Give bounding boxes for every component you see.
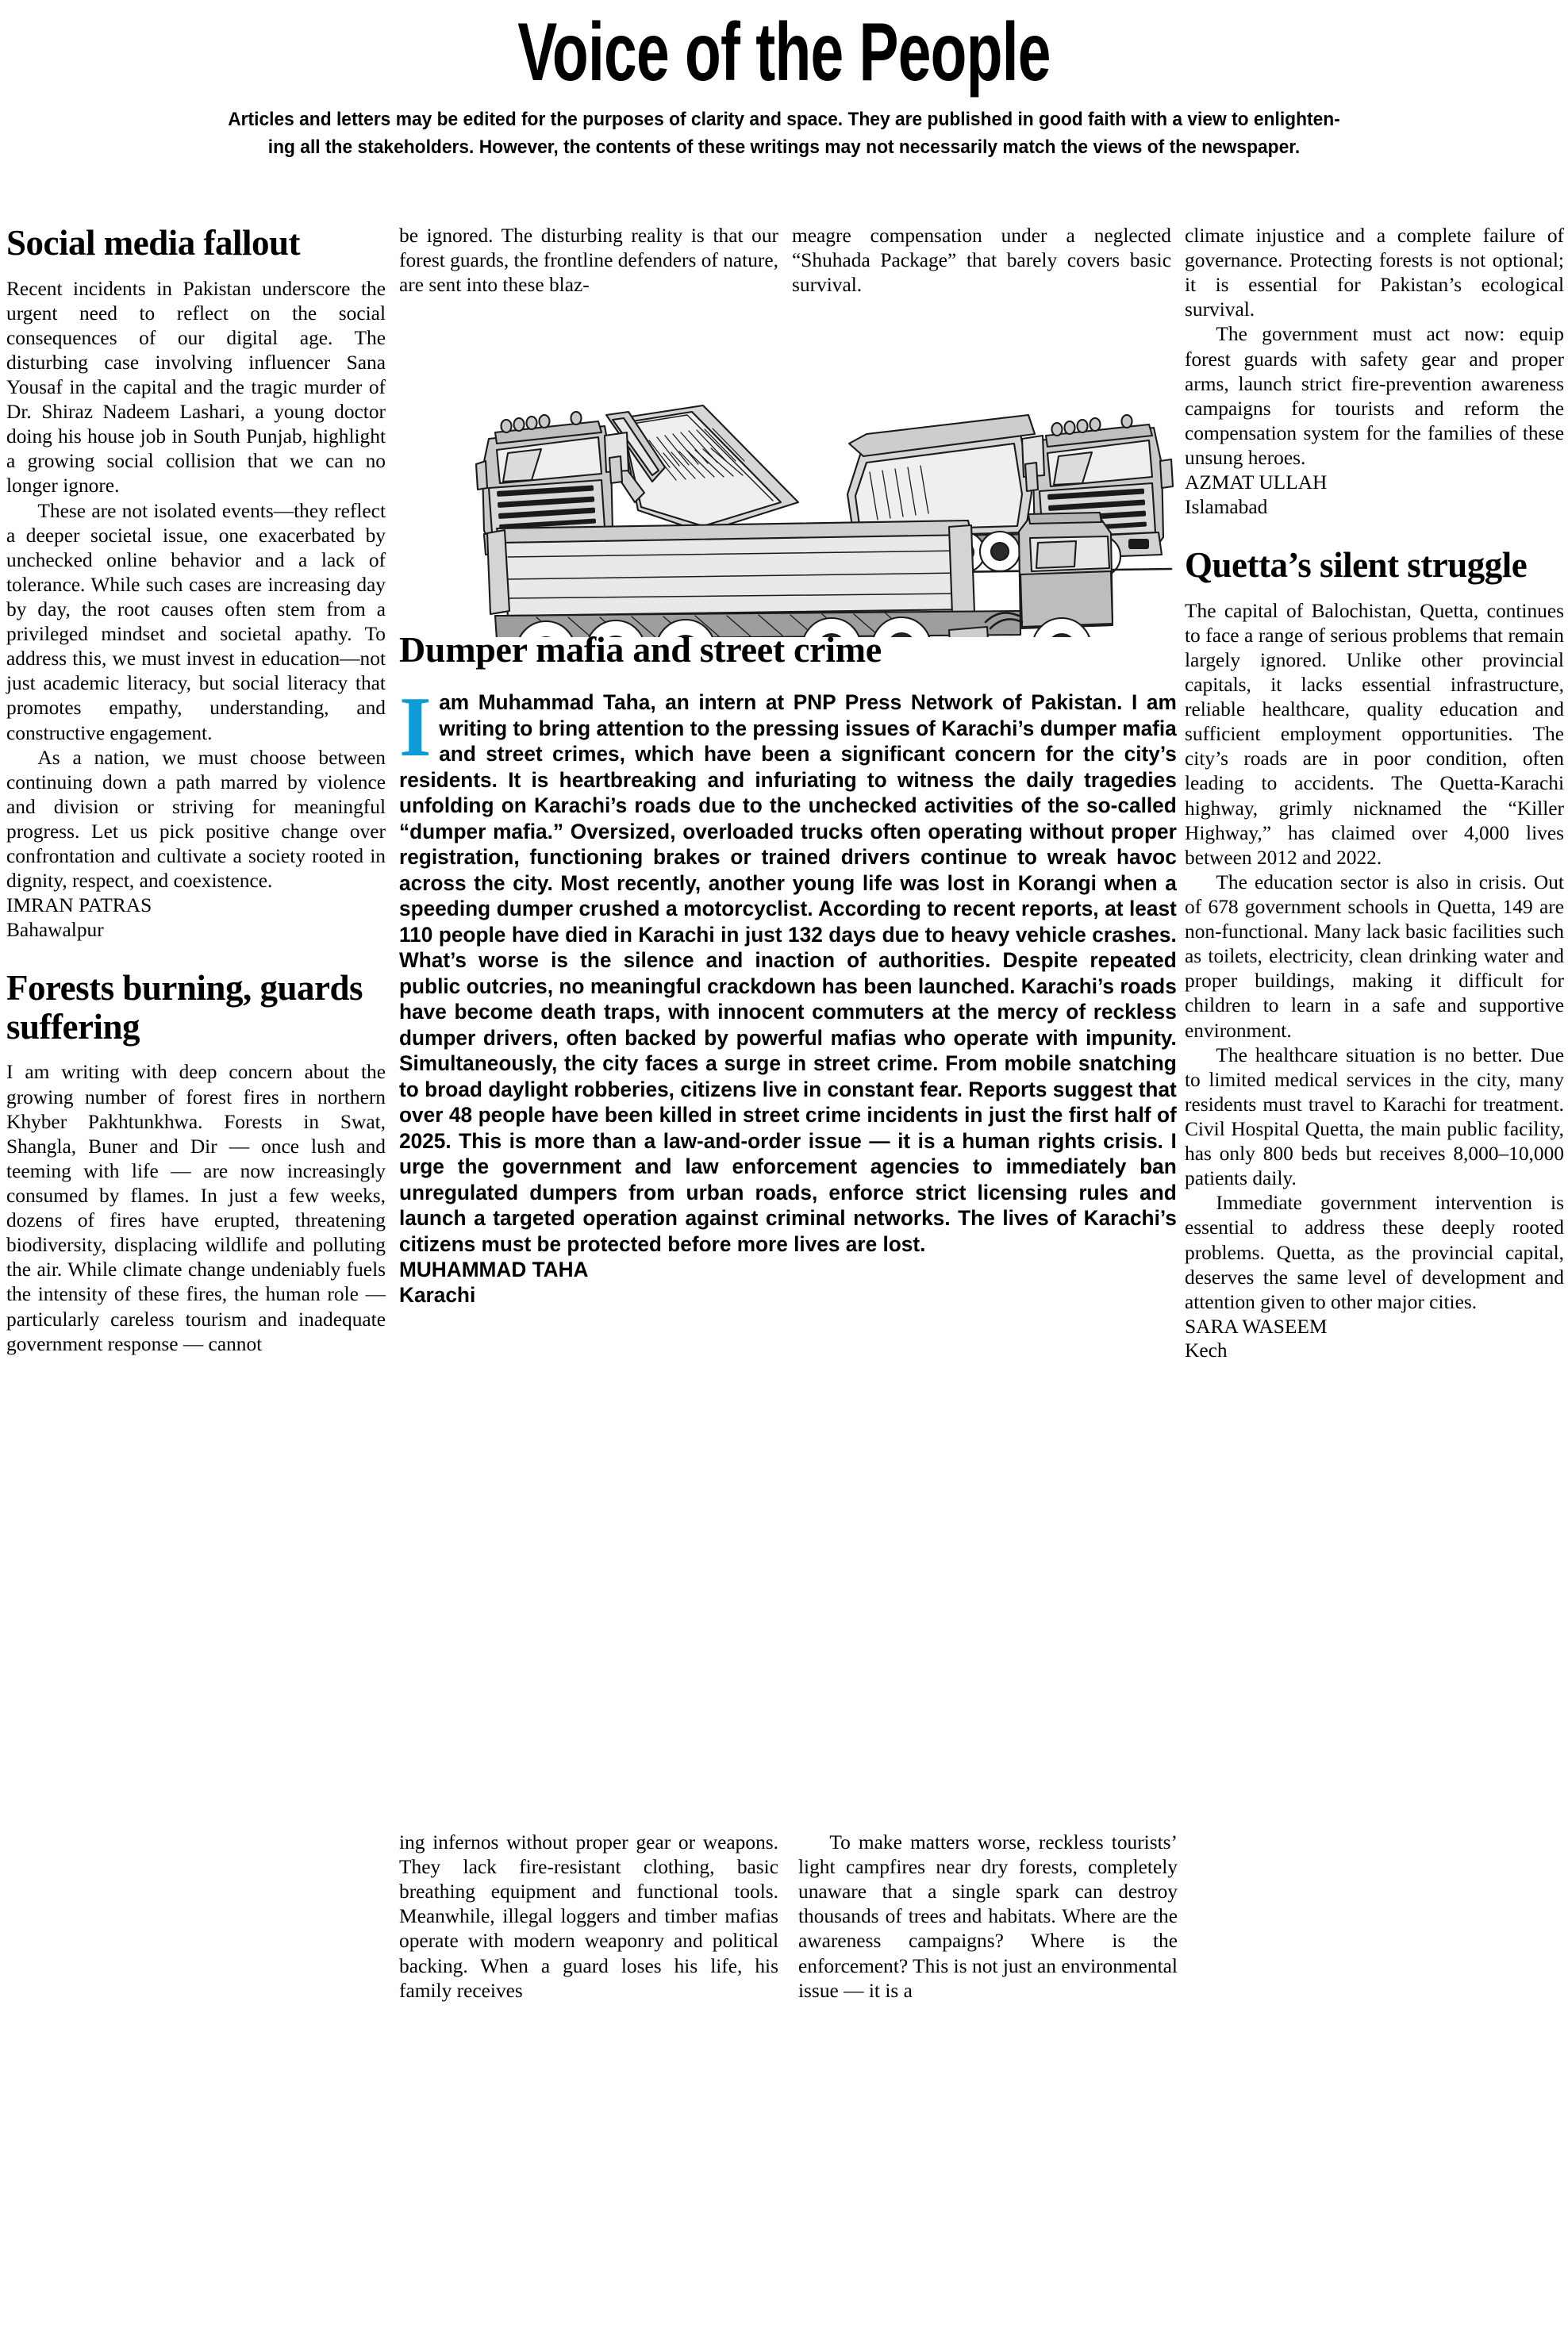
letter-paragraph: The capital of Balochistan, Quetta, continues to face a range of serious problems that remain largely ignored. Unlike other provincial capitals, it lacks essential infrastructure, reliable healthcare, quality education and sufficient employment opportunities. The city’s roads are in poor condition, often leading to accidents. The Quetta-Karachi highway, grimly nicknamed the “Killer Highway,” has claimed over 4,000 lives between 2012 and 2022. — [1185, 599, 1564, 869]
letter-paragraph: The healthcare situation is no better. Due to limited medical services in the city, many residents must travel to Karachi for treatment. Civil Hospital Quetta, the main public facility, has only 800 beds but receives 8,000–10,000 patients daily. — [1185, 1043, 1564, 1190]
masthead-standfirst — [55, 94, 1513, 162]
standfirst-line-2: ing all the stakeholders. However, the contents of these writings may not necessarily match the views of the newspaper. — [267, 136, 1301, 158]
letter-author: IMRAN PATRAS — [6, 894, 152, 917]
feature-body-text: am Muhammad Taha, an intern at PNP Press Network of Pakistan. I am writing to bring attention to the pressing issues of Karachi’s dumper mafia and street crimes, which have been a significant concern for the city’s residents. It is heartbreaking and infuriating to witness the daily tragedies unfolding on Karachi’s roads due to the unchecked activities of the so-called “dumper mafia.” Oversized, overloaded trucks often operating without proper registration, functioning brakes or trained drivers continue to wreak havoc across the city. Most recently, another young life was lost in Korangi when a speeding dumper crushed a motorcyclist. According to recent reports, at least 110 people have died in Karachi in just 132 days due to heavy vehicle crashes. What’s worse is the silence and inaction of authorities. Despite repeated public outcries, no meaningful crackdown has been launched. Karachi’s roads have become death traps, with innocent commuters at the mercy of reckless dumper drivers, often backed by powerful mafias who operate with impunity. Simultaneously, the city faces a surge in street crime. From mobile snatching to broad daylight robberies, citizens live in constant fear. Reports suggest that over 48 people have been killed in street crime incidents in just the first half of 2025. This is more than a law-and-order issue — it is a human rights crisis. I urge the government and law enforcement agencies to immediately ban unregulated dumpers from urban roads, enforce strict licensing rules and launch a targeted operation against criminal networks. The lives of Karachi’s citizens must be protected before more lives are lost. — [399, 690, 1177, 1256]
letter-paragraph: Recent incidents in Pakistan underscore the urgent need to reflect on the social consequences of our digital age. The disturbing case involving influencer Sana Yousaf in the capital and the tragic murder of Dr. Shiraz Nadeem Lashari, a young doctor doing his house job in South Punjab, highlight a growing social collision that we can no longer ignore. — [6, 277, 386, 497]
truck-side-view — [487, 513, 1116, 637]
letter-city: Bahawalpur — [6, 918, 104, 941]
drop-cap: I — [399, 680, 432, 775]
letter-heading-quetta: Quetta’s silent struggle — [1185, 545, 1528, 586]
continuation-columns — [399, 1830, 1178, 2003]
letter-author: AZMAT ULLAH — [1185, 471, 1328, 494]
feature-heading: Dumper mafia and street crime — [399, 629, 882, 670]
dumper-trucks-illustration — [465, 391, 1203, 637]
letter-city: Islamabad — [1185, 495, 1268, 518]
feature-body — [399, 680, 1177, 1257]
letter-paragraph: Immediate government intervention is essential to address these deeply rooted problems. Quetta, as the provincial capital, deserves the same level of development and attention given to other major cities. — [1185, 1192, 1564, 1313]
column-1 — [6, 224, 386, 2350]
letter-paragraph-continued: meagre compensation under a neglected “Shuhada Package” that barely covers basic survival. — [792, 225, 1171, 297]
letter-heading-social-media: Social media fallout — [6, 223, 300, 263]
feature-city: Karachi — [399, 1282, 476, 1308]
letter-paragraph-continued: To make matters worse, reckless tourists’ light campfires near dry forests, completely unaware that a single spark can destroy thousands of trees and habitats. Where are the awareness campaigns? Where is the enforcement? This is not just an environmental issue — it is a — [798, 1831, 1178, 2002]
letter-paragraph: These are not isolated events—they reflect a deeper societal issue, one exacerbated by unchecked online behavior and a lack of tolerance. While such cases are increasing day by day, the root causes often stem from a privileged mindset and societal apathy. To address this, we must invest in education—not just academic literacy, but social literacy that promotes empathy, understanding, and constructive engagement. — [6, 499, 386, 744]
letter-author: SARA WASEEM — [1185, 1315, 1328, 1338]
masthead — [0, 0, 1568, 162]
feature-author: MUHAMMAD TAHA — [399, 1257, 589, 1282]
letter-paragraph: The education sector is also in crisis. Out of 678 government schools in Quetta, 149 are non-functional. Many lack basic facilities such as toilets, electricity, clean drinking water and proper buildings, making it difficult for children to learn in a safe and supportive environment. — [1185, 870, 1564, 1042]
letter-paragraph-continued: ing infernos without proper gear or weapons. They lack fire-resistant clothing, basic breathing equipment and functional tools. Meanwhile, illegal loggers and timber mafias operate with modern weaponry and political backing. When a guard loses his life, his family receives — [399, 1831, 778, 2002]
column-4 — [1185, 224, 1564, 2350]
letter-city: Kech — [1185, 1339, 1228, 1362]
letter-paragraph-continued: climate injustice and a complete failure of governance. Protecting forests is not optional; it is essential for Pakistan’s ecological survival. — [1185, 225, 1564, 321]
letter-paragraph: The government must act now: equip forest guards with safety gear and proper arms, launch strict fire-prevention awareness campaigns for tourists and reform the compensation system for the families of these unsung heroes. — [1185, 323, 1564, 469]
page-title: Voice of the People — [517, 6, 1051, 98]
letter-paragraph: As a nation, we must choose between continuing down a path marred by violence and division or striving for meaningful progress. Let us pick positive change over confrontation and cultivate a society rooted in dignity, respect, and coexistence. — [6, 746, 386, 893]
feature-letter-dumper-mafia — [399, 631, 1178, 1308]
letter-paragraph: I am writing with deep concern about the growing number of forest fires in northern Khyber Pakhtunkhwa. Forests in Swat, Shangla, Buner and Dir — once lush and teeming with life — are now increasingly consumed by flames. In just a few weeks, dozens of fires have erupted, threatening biodiversity, displacing wildlife and polluting the air. While climate change undeniably fuels the intensity of these fires, the human role — particularly careless tourism and inadequate government response — cannot — [6, 1061, 386, 1355]
letter-paragraph-continued: be ignored. The disturbing reality is that our forest guards, the frontline defenders of nature, are sent into these blaz- — [399, 225, 779, 297]
standfirst-line-1: Articles and letters may be edited for the purposes of clarity and space. They are published in good faith with a view to enlighten- — [228, 109, 1340, 130]
letter-heading-forests-burning: Forests burning, guards suffering — [6, 968, 363, 1047]
